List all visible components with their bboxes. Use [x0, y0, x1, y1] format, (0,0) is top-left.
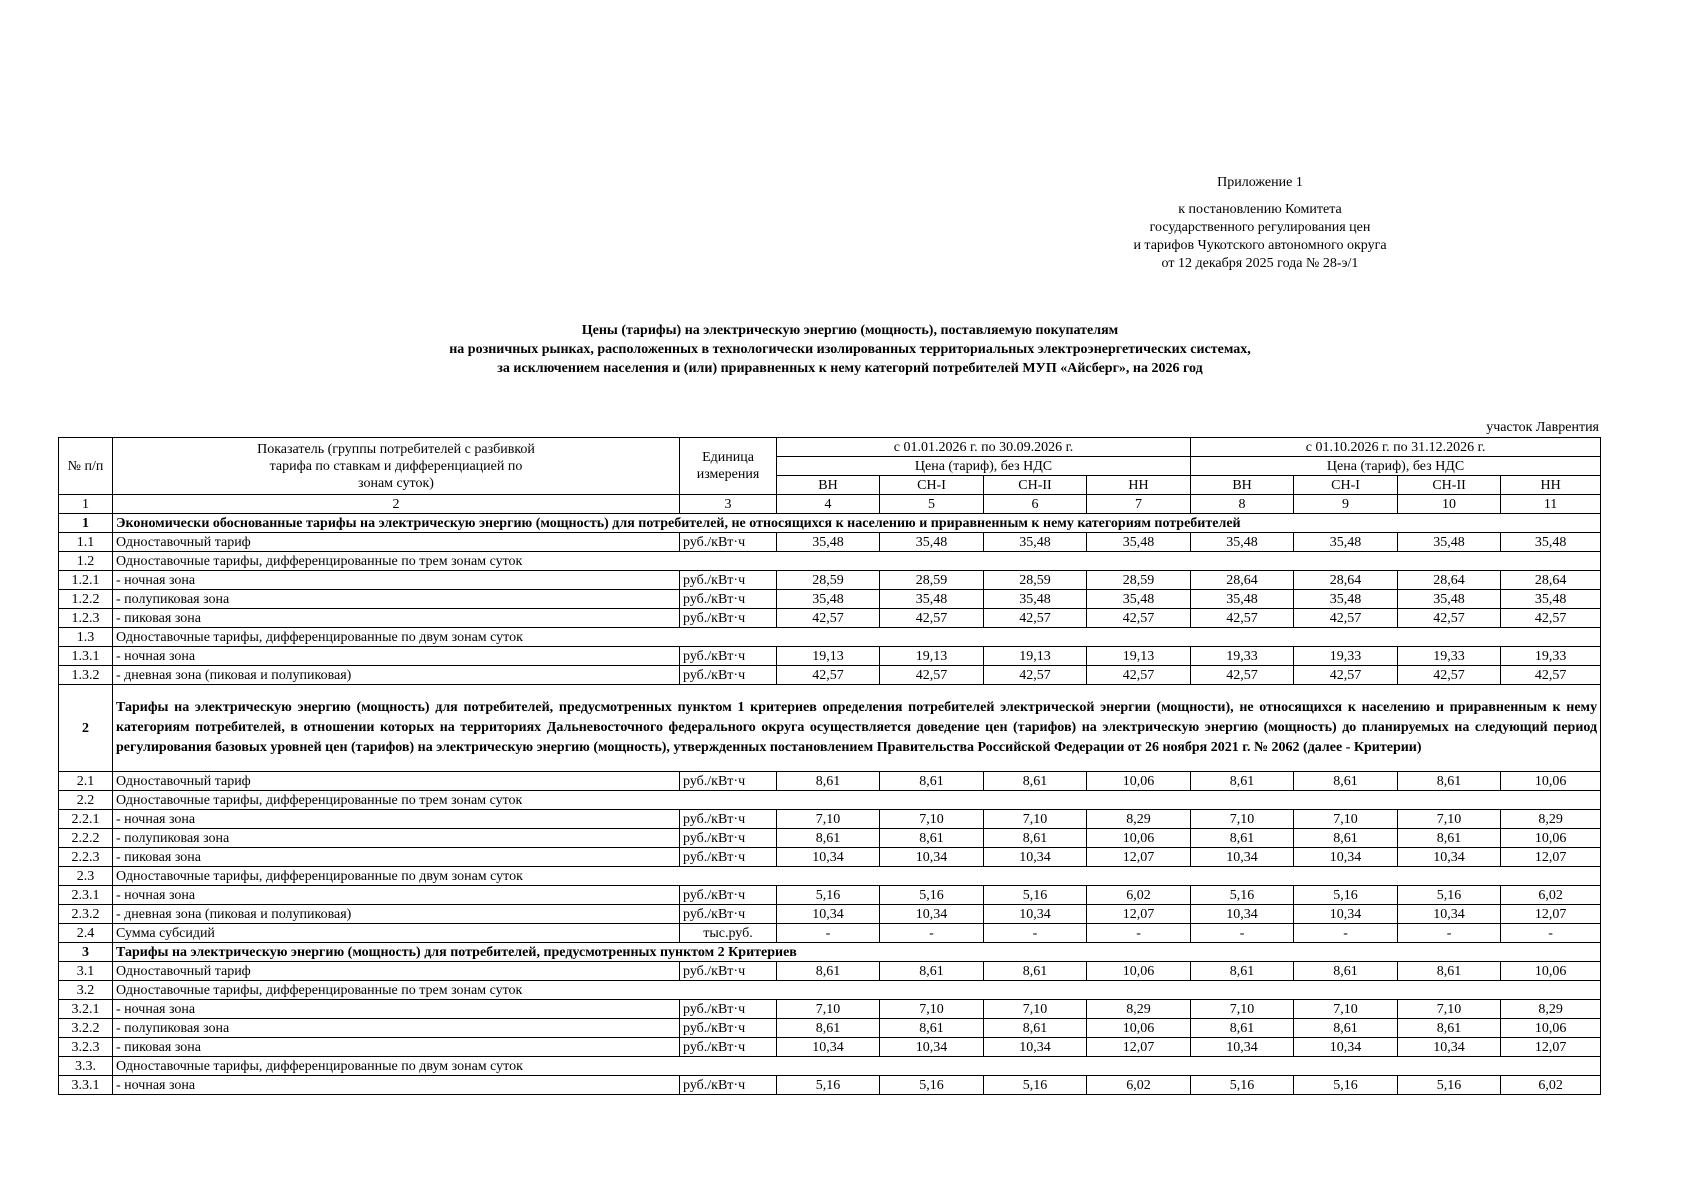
value-cell: 10,34 [1398, 1038, 1501, 1057]
value-cell: - [984, 924, 1087, 943]
header-price-note-2: Цена (тариф), без НДС [1191, 457, 1601, 476]
value-cell: 10,34 [777, 1038, 880, 1057]
value-cell: 35,48 [1087, 590, 1191, 609]
value-cell: 42,57 [1191, 609, 1294, 628]
indicator-name: - ночная зона [113, 810, 680, 829]
value-cell: 10,34 [1191, 848, 1294, 867]
value-cell: 42,57 [777, 609, 880, 628]
indicator-name: Одноставочный тариф [113, 772, 680, 791]
value-cell: - [777, 924, 880, 943]
value-cell: 7,10 [984, 810, 1087, 829]
unit-cell: руб./кВт·ч [680, 829, 777, 848]
value-cell: 35,48 [1191, 590, 1294, 609]
value-cell: 28,64 [1294, 571, 1398, 590]
value-cell: 10,06 [1087, 1019, 1191, 1038]
value-cell: - [1087, 924, 1191, 943]
indicator-name: - ночная зона [113, 1000, 680, 1019]
row-number: 2.2.1 [59, 810, 113, 829]
value-cell: 8,61 [1398, 962, 1501, 981]
value-cell: 7,10 [1294, 810, 1398, 829]
value-cell: 8,61 [1191, 962, 1294, 981]
value-cell: 35,48 [984, 533, 1087, 552]
value-cell: 42,57 [880, 609, 984, 628]
indicator-name: - ночная зона [113, 571, 680, 590]
unit-cell: руб./кВт·ч [680, 1000, 777, 1019]
value-cell: 5,16 [1398, 886, 1501, 905]
header-period-2: с 01.10.2026 г. по 31.12.2026 г. [1191, 438, 1601, 457]
value-cell: 7,10 [984, 1000, 1087, 1019]
row-number: 2.2.2 [59, 829, 113, 848]
value-cell: 7,10 [777, 810, 880, 829]
unit-cell: руб./кВт·ч [680, 962, 777, 981]
column-number-cell: 1 [59, 495, 113, 514]
appendix-number: Приложение 1 [1217, 175, 1303, 190]
value-cell: 42,57 [1087, 609, 1191, 628]
value-cell: 10,34 [1294, 1038, 1398, 1057]
indicator-name: - пиковая зона [113, 609, 680, 628]
column-number-cell: 9 [1294, 495, 1398, 514]
value-cell: 42,57 [1294, 609, 1398, 628]
table-row [59, 1000, 1601, 1019]
column-number-cell: 3 [680, 495, 777, 514]
value-cell: 8,61 [984, 772, 1087, 791]
table-row [59, 590, 1601, 609]
group-title: Одноставочные тарифы, дифференцированные по трем зонам суток [113, 791, 1601, 810]
value-cell: 6,02 [1087, 886, 1191, 905]
value-cell: 8,61 [880, 772, 984, 791]
value-cell: 7,10 [1191, 1000, 1294, 1019]
value-cell: 28,64 [1501, 571, 1601, 590]
column-number-cell: 7 [1087, 495, 1191, 514]
value-cell: 42,57 [984, 666, 1087, 685]
row-number: 1.3 [59, 628, 113, 647]
table-body [59, 514, 1601, 1095]
value-cell: 42,57 [1191, 666, 1294, 685]
header-level-cell: СН-II [1398, 476, 1501, 495]
row-number: 3.2 [59, 981, 113, 1000]
value-cell: 35,48 [880, 533, 984, 552]
value-cell: 8,61 [1191, 1019, 1294, 1038]
value-cell: 42,57 [880, 666, 984, 685]
value-cell: 8,61 [1294, 1019, 1398, 1038]
value-cell: 8,61 [880, 962, 984, 981]
value-cell: 8,61 [880, 829, 984, 848]
value-cell: 8,61 [1294, 829, 1398, 848]
column-number-cell: 5 [880, 495, 984, 514]
value-cell: 5,16 [1294, 1076, 1398, 1095]
unit-cell: руб./кВт·ч [680, 1038, 777, 1057]
header-unit: Единица измерения [680, 438, 777, 495]
row-number: 1.2 [59, 552, 113, 571]
value-cell: 35,48 [1294, 590, 1398, 609]
column-number-cell: 8 [1191, 495, 1294, 514]
group-title: Одноставочные тарифы, дифференцированные по двум зонам суток [113, 628, 1601, 647]
value-cell: 7,10 [880, 810, 984, 829]
value-cell: 5,16 [984, 886, 1087, 905]
indicator-name: - пиковая зона [113, 1038, 680, 1057]
value-cell: 8,61 [1398, 772, 1501, 791]
group-title: Одноставочные тарифы, дифференцированные по трем зонам суток [113, 552, 1601, 571]
value-cell: 35,48 [1398, 533, 1501, 552]
section-number: 3 [59, 943, 113, 962]
column-number-cell: 11 [1501, 495, 1601, 514]
unit-cell: тыс.руб. [680, 924, 777, 943]
section-number: 1 [59, 514, 113, 533]
value-cell: 19,33 [1398, 647, 1501, 666]
unit-cell: руб./кВт·ч [680, 666, 777, 685]
table-row [59, 943, 1601, 962]
header-column-numbers-row [59, 495, 1601, 514]
table-row [59, 666, 1601, 685]
value-cell: 35,48 [1294, 533, 1398, 552]
value-cell: 8,61 [880, 1019, 984, 1038]
column-number-cell: 2 [113, 495, 680, 514]
header-level-cell: ВН [777, 476, 880, 495]
table-row [59, 848, 1601, 867]
unit-cell: руб./кВт·ч [680, 905, 777, 924]
unit-cell: руб./кВт·ч [680, 590, 777, 609]
value-cell: 10,34 [1294, 905, 1398, 924]
table-row [59, 905, 1601, 924]
row-number: 3.1 [59, 962, 113, 981]
title-line: на розничных рынках, расположенных в технологически изолированных территориальных электроэнергетических системах, [449, 342, 1251, 357]
value-cell: 10,06 [1501, 962, 1601, 981]
value-cell: 35,48 [1398, 590, 1501, 609]
value-cell: 8,61 [1398, 1019, 1501, 1038]
indicator-name: - ночная зона [113, 1076, 680, 1095]
value-cell: 8,29 [1087, 810, 1191, 829]
value-cell: 5,16 [1294, 886, 1398, 905]
indicator-name: - ночная зона [113, 886, 680, 905]
table-row [59, 552, 1601, 571]
column-number-cell: 4 [777, 495, 880, 514]
row-number: 2.2.3 [59, 848, 113, 867]
table-row [59, 1038, 1601, 1057]
value-cell: 10,06 [1501, 772, 1601, 791]
value-cell: 8,61 [1294, 962, 1398, 981]
value-cell: 8,61 [1191, 829, 1294, 848]
value-cell: 5,16 [1398, 1076, 1501, 1095]
value-cell: 10,34 [1398, 905, 1501, 924]
appendix-line: от 12 декабря 2025 года № 28-э/1 [1161, 256, 1359, 271]
row-number: 1.3.2 [59, 666, 113, 685]
appendix-line: и тарифов Чукотского автономного округа [1133, 238, 1387, 253]
indicator-name: Сумма субсидий [113, 924, 680, 943]
value-cell: 42,57 [1087, 666, 1191, 685]
row-number: 3.2.3 [59, 1038, 113, 1057]
value-cell: 5,16 [984, 1076, 1087, 1095]
value-cell: 19,33 [1191, 647, 1294, 666]
row-number: 1.2.1 [59, 571, 113, 590]
table-row [59, 533, 1601, 552]
unit-cell: руб./кВт·ч [680, 848, 777, 867]
unit-cell: руб./кВт·ч [680, 772, 777, 791]
value-cell: 8,29 [1501, 810, 1601, 829]
indicator-name: - полупиковая зона [113, 1019, 680, 1038]
value-cell: 10,34 [984, 1038, 1087, 1057]
row-number: 3.3.1 [59, 1076, 113, 1095]
value-cell: 8,29 [1087, 1000, 1191, 1019]
value-cell: 10,06 [1501, 829, 1601, 848]
appendix-line: к постановлению Комитета [1178, 202, 1342, 217]
header-level-cell: СН-I [880, 476, 984, 495]
table-row [59, 829, 1601, 848]
value-cell: 10,34 [1398, 848, 1501, 867]
value-cell: 10,34 [880, 1038, 984, 1057]
row-number: 1.1 [59, 533, 113, 552]
group-title: Одноставочные тарифы, дифференцированные по двум зонам суток [113, 867, 1601, 886]
table-row [59, 571, 1601, 590]
value-cell: - [1191, 924, 1294, 943]
table-row [59, 685, 1601, 772]
value-cell: 10,34 [1191, 905, 1294, 924]
value-cell: 42,57 [1501, 666, 1601, 685]
group-title: Одноставочные тарифы, дифференцированные по двум зонам суток [113, 1057, 1601, 1076]
table-row [59, 772, 1601, 791]
value-cell: 19,33 [1501, 647, 1601, 666]
unit-cell: руб./кВт·ч [680, 1019, 777, 1038]
row-number: 3.2.1 [59, 1000, 113, 1019]
value-cell: 35,48 [1087, 533, 1191, 552]
unit-cell: руб./кВт·ч [680, 810, 777, 829]
appendix-lines [1050, 201, 1470, 273]
header-num: № п/п [59, 438, 113, 495]
row-number: 2.3 [59, 867, 113, 886]
value-cell: 8,61 [777, 962, 880, 981]
title-line: за исключением населения и (или) приравненных к нему категорий потребителей МУП «Айсберг», на 2026 год [497, 361, 1203, 376]
appendix-line: государственного регулирования цен [1149, 220, 1371, 235]
row-number: 2.3.2 [59, 905, 113, 924]
indicator-name: - пиковая зона [113, 848, 680, 867]
value-cell: 35,48 [984, 590, 1087, 609]
value-cell: 5,16 [777, 1076, 880, 1095]
value-cell: 10,34 [1294, 848, 1398, 867]
value-cell: 8,61 [1294, 772, 1398, 791]
indicator-name: - полупиковая зона [113, 590, 680, 609]
value-cell: 5,16 [777, 886, 880, 905]
indicator-name: - дневная зона (пиковая и полупиковая) [113, 666, 680, 685]
indicator-name: - дневная зона (пиковая и полупиковая) [113, 905, 680, 924]
value-cell: 28,64 [1398, 571, 1501, 590]
value-cell: 35,48 [777, 590, 880, 609]
value-cell: 12,07 [1087, 1038, 1191, 1057]
value-cell: - [1398, 924, 1501, 943]
value-cell: 5,16 [880, 1076, 984, 1095]
table-row [59, 924, 1601, 943]
value-cell: 12,07 [1501, 848, 1601, 867]
value-cell: 10,06 [1087, 772, 1191, 791]
indicator-name: Одноставочный тариф [113, 962, 680, 981]
row-number: 1.2.3 [59, 609, 113, 628]
table-row [59, 647, 1601, 666]
row-number: 2.1 [59, 772, 113, 791]
value-cell: 5,16 [1191, 886, 1294, 905]
table-row [59, 981, 1601, 1000]
group-title: Одноставочные тарифы, дифференцированные по трем зонам суток [113, 981, 1601, 1000]
value-cell: 7,10 [1398, 1000, 1501, 1019]
header-indicator: Показатель (группы потребителей с разбивкой тарифа по ставкам и дифференциацией по зонам суток) [113, 438, 680, 495]
value-cell: 12,07 [1087, 905, 1191, 924]
value-cell: 42,57 [1398, 609, 1501, 628]
value-cell: 35,48 [777, 533, 880, 552]
header-level-cell: НН [1501, 476, 1601, 495]
value-cell: - [880, 924, 984, 943]
value-cell: 28,59 [1087, 571, 1191, 590]
value-cell: 10,34 [777, 848, 880, 867]
section-number: 2 [59, 685, 113, 772]
value-cell: 42,57 [777, 666, 880, 685]
unit-cell: руб./кВт·ч [680, 886, 777, 905]
row-number: 3.2.2 [59, 1019, 113, 1038]
value-cell: 8,61 [777, 1019, 880, 1038]
table-row [59, 791, 1601, 810]
column-number-cell: 10 [1398, 495, 1501, 514]
value-cell: 7,10 [880, 1000, 984, 1019]
unit-cell: руб./кВт·ч [680, 647, 777, 666]
header-period-1: с 01.01.2026 г. по 30.09.2026 г. [777, 438, 1191, 457]
table-row [59, 1076, 1601, 1095]
document-title [310, 321, 1390, 378]
value-cell: 35,48 [1501, 533, 1601, 552]
indicator-name: - полупиковая зона [113, 829, 680, 848]
unit-cell: руб./кВт·ч [680, 533, 777, 552]
value-cell: 8,61 [984, 1019, 1087, 1038]
value-cell: 35,48 [880, 590, 984, 609]
value-cell: 10,34 [984, 848, 1087, 867]
header-level-cell: НН [1087, 476, 1191, 495]
table-row [59, 886, 1601, 905]
table-row [59, 867, 1601, 886]
table-row [59, 1057, 1601, 1076]
row-number: 2.2 [59, 791, 113, 810]
value-cell: 42,57 [1398, 666, 1501, 685]
column-number-cell: 6 [984, 495, 1087, 514]
table-row [59, 609, 1601, 628]
table-row [59, 1019, 1601, 1038]
value-cell: 19,33 [1294, 647, 1398, 666]
indicator-name: Одноставочный тариф [113, 533, 680, 552]
value-cell: 10,06 [1087, 962, 1191, 981]
table-row [59, 810, 1601, 829]
value-cell: - [1294, 924, 1398, 943]
value-cell: 19,13 [1087, 647, 1191, 666]
value-cell: 28,59 [777, 571, 880, 590]
header-level-cell: СН-I [1294, 476, 1398, 495]
value-cell: 10,34 [880, 848, 984, 867]
value-cell: 5,16 [1191, 1076, 1294, 1095]
value-cell: 8,61 [1398, 829, 1501, 848]
row-number: 1.2.2 [59, 590, 113, 609]
value-cell: 42,57 [1501, 609, 1601, 628]
value-cell: 28,59 [880, 571, 984, 590]
value-cell: 42,57 [984, 609, 1087, 628]
value-cell: 7,10 [777, 1000, 880, 1019]
value-cell: 28,59 [984, 571, 1087, 590]
value-cell: 19,13 [880, 647, 984, 666]
section-title: Тарифы на электрическую энергию (мощность) для потребителей, предусмотренных пунктом 2 Критериев [113, 943, 1601, 962]
value-cell: 35,48 [1191, 533, 1294, 552]
value-cell: 10,06 [1501, 1019, 1601, 1038]
value-cell: 10,06 [1087, 829, 1191, 848]
value-cell: 8,29 [1501, 1000, 1601, 1019]
value-cell: 6,02 [1087, 1076, 1191, 1095]
value-cell: 10,34 [880, 905, 984, 924]
value-cell: 35,48 [1501, 590, 1601, 609]
value-cell: 8,61 [984, 829, 1087, 848]
section-title: Тарифы на электрическую энергию (мощность) для потребителей, предусмотренных пунктом 1 критериев определения потребителей электрической энергии (мощности), не относящихся к населению и приравненным к нему категориям потребителей, в отношении которых на территориях Дальневосточного федерального округа осуществляется доведение цен (тарифов) на электрическую энергию (мощность) до планируемых на следующий период регулирования базовых уровней цен (тарифов) на электрическую энергию (мощность), утвержденных постановлением Правительства Российской Федерации от 26 ноября 2021 г. № 2062 (далее - Критерии) [113, 685, 1601, 772]
value-cell: 7,10 [1191, 810, 1294, 829]
value-cell: 28,64 [1191, 571, 1294, 590]
value-cell: 19,13 [984, 647, 1087, 666]
value-cell: 8,61 [777, 829, 880, 848]
unit-cell: руб./кВт·ч [680, 571, 777, 590]
value-cell: 7,10 [1398, 810, 1501, 829]
value-cell: 42,57 [1294, 666, 1398, 685]
value-cell: 8,61 [1191, 772, 1294, 791]
site-label: участок Лаврентия [1486, 420, 1599, 435]
value-cell: 8,61 [777, 772, 880, 791]
unit-cell: руб./кВт·ч [680, 1076, 777, 1095]
row-number: 2.3.1 [59, 886, 113, 905]
header-level-cell: ВН [1191, 476, 1294, 495]
value-cell: 5,16 [880, 886, 984, 905]
value-cell: 12,07 [1501, 1038, 1601, 1057]
unit-cell: руб./кВт·ч [680, 609, 777, 628]
title-line: Цены (тарифы) на электрическую энергию (мощность), поставляемую покупателям [581, 323, 1119, 338]
value-cell: 6,02 [1501, 1076, 1601, 1095]
table-row [59, 628, 1601, 647]
indicator-name: - ночная зона [113, 647, 680, 666]
value-cell: 10,34 [984, 905, 1087, 924]
value-cell: 10,34 [777, 905, 880, 924]
value-cell: 12,07 [1087, 848, 1191, 867]
value-cell: 10,34 [1191, 1038, 1294, 1057]
header-price-note-1: Цена (тариф), без НДС [777, 457, 1191, 476]
tariff-table [58, 437, 1601, 1095]
header-level-cell: СН-II [984, 476, 1087, 495]
value-cell: 19,13 [777, 647, 880, 666]
value-cell: 7,10 [1294, 1000, 1398, 1019]
row-number: 2.4 [59, 924, 113, 943]
value-cell: 6,02 [1501, 886, 1601, 905]
section-title: Экономически обоснованные тарифы на электрическую энергию (мощность) для потребителей, не относящихся к населению и приравненным к нему категориям потребителей [113, 514, 1601, 533]
table-row [59, 514, 1601, 533]
value-cell: - [1501, 924, 1601, 943]
value-cell: 12,07 [1501, 905, 1601, 924]
row-number: 3.3. [59, 1057, 113, 1076]
row-number: 1.3.1 [59, 647, 113, 666]
table-row [59, 962, 1601, 981]
value-cell: 8,61 [984, 962, 1087, 981]
